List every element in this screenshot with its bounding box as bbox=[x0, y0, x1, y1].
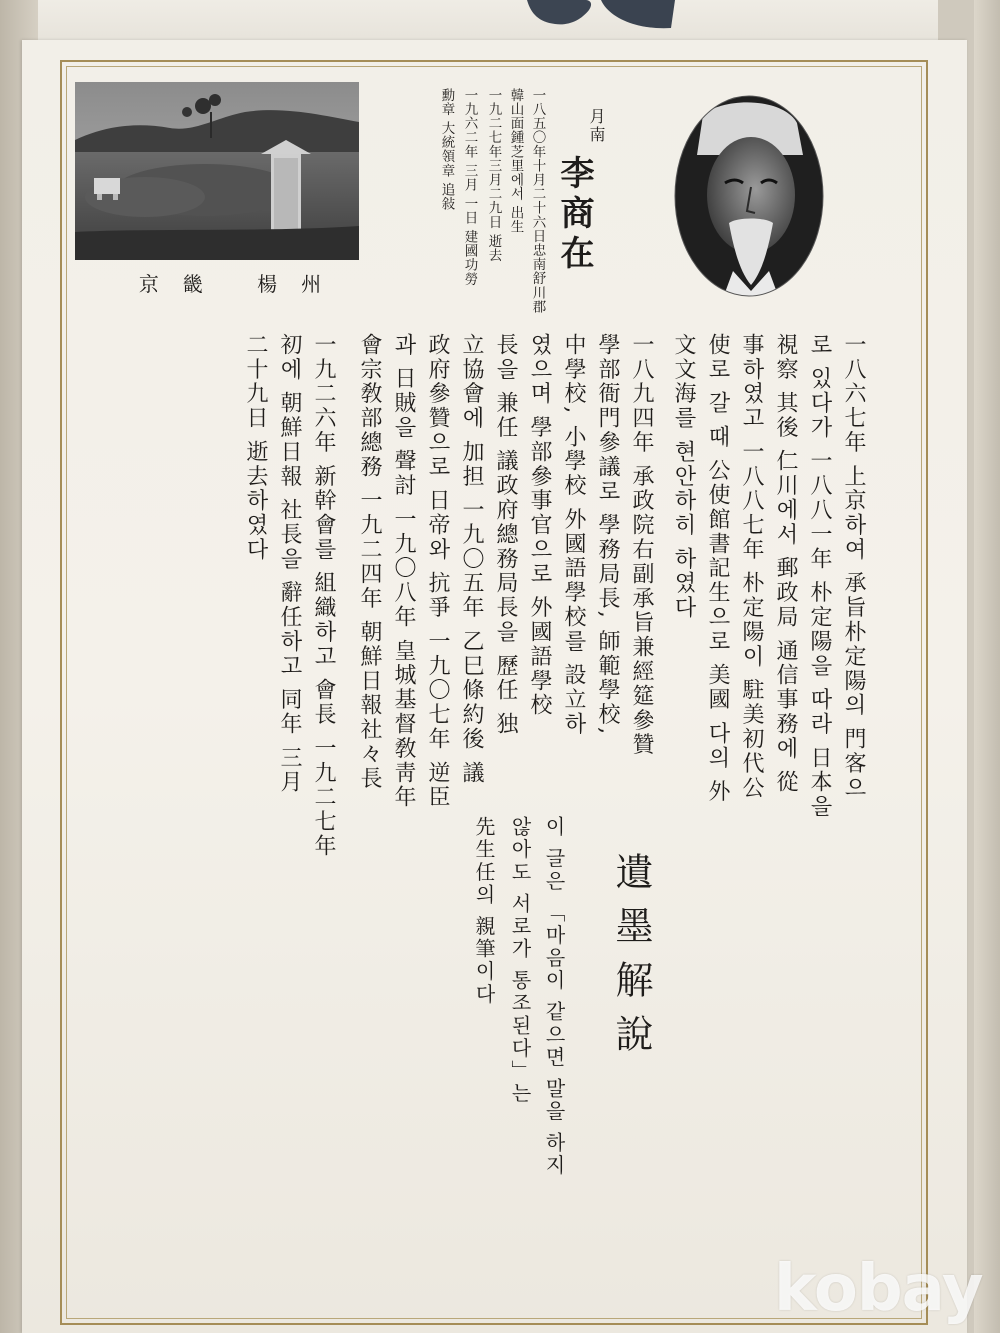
commentary-line-2: 않아도 서로가 통조된다」는 bbox=[508, 816, 532, 1106]
bio-line-4: 事하였고 一八八七年 朴定陽이 駐美初代公 bbox=[739, 333, 764, 801]
award-line-2: 勳章 大統領章 追敍 bbox=[438, 88, 455, 211]
photo-caption: 京畿 楊州 bbox=[138, 272, 346, 296]
birth-place-line-1: 一八五〇年十月二十六日忠南舒川郡 bbox=[529, 88, 546, 314]
bio-line-12: 立協會에 加担 一九〇五年 乙巳條約後 議 bbox=[459, 333, 484, 786]
kobay-watermark: kobay bbox=[774, 1252, 983, 1326]
grave-photo bbox=[75, 82, 359, 260]
bio-line-1: 一八六七年 上京하여 承旨朴定陽의 門客으 bbox=[841, 333, 866, 801]
bio-line-7: 一八九四年 承政院右副承旨兼經筵參贊 bbox=[629, 333, 654, 758]
portrait-photo bbox=[673, 95, 825, 298]
bio-line-18: 二十九日 逝去하였다 bbox=[243, 333, 268, 562]
bio-line-17: 初에 朝鮮日報 社長을 辭任하고 同年 三月 bbox=[277, 333, 302, 795]
bio-line-8: 學部衙門參議로 學務局長, 師範學校, bbox=[595, 333, 620, 737]
bio-line-2: 로 있다가 一八八一年 朴定陽을 따라 日本을 bbox=[807, 333, 832, 820]
bio-line-11: 長을 兼任 議政府總務局長을 歷任 独 bbox=[493, 333, 518, 737]
bio-line-15: 會宗敎部總務 一九二四年 朝鮮日報社々長 bbox=[357, 333, 382, 791]
name-heading: 李商在 bbox=[554, 155, 594, 275]
death-date-line: 一九二七年三月二九日 逝去 bbox=[485, 88, 502, 263]
backdrop-right bbox=[974, 0, 1000, 1333]
bio-line-9: 中學校, 小學校 外國語學校를 設立하 bbox=[561, 333, 586, 737]
bio-line-6: 文文海를 현안하히 하였다 bbox=[671, 333, 696, 621]
commentary-line-1: 이 글은 「마음이 같으면 말을 하지 bbox=[542, 816, 566, 1178]
birth-place-line-2: 韓山面鍾芝里에서 出生 bbox=[507, 88, 524, 234]
bio-line-3: 視察 其後 仁川에서 郵政局 通信事務에 從 bbox=[773, 333, 798, 795]
commentary-title: 遺墨解說 bbox=[609, 852, 653, 1068]
bio-line-14: 과 日賊을 聲討 一九〇八年 皇城基督敎靑年 bbox=[391, 333, 416, 810]
commentary-line-3: 先生任의 親筆이다 bbox=[472, 816, 496, 1006]
pen-name: 月南 bbox=[587, 108, 606, 144]
bio-line-5: 使로 갈 때 公使館書記生으로 美國 다의 外 bbox=[705, 333, 730, 805]
award-line-1: 一九六二年 三月 一日 建國功勞 bbox=[461, 88, 478, 286]
ink-brush-mark bbox=[525, 0, 675, 42]
bio-line-10: 였으며 學部參事官으로 外國語學校 bbox=[527, 333, 552, 718]
bio-line-16: 一九二六年 新幹會를 組織하고 會長 一九二七年 bbox=[311, 333, 336, 859]
bio-line-13: 政府參贊으로 日帝와 抗爭 一九〇七年 逆臣 bbox=[425, 333, 450, 810]
memorial-page bbox=[22, 40, 967, 1333]
